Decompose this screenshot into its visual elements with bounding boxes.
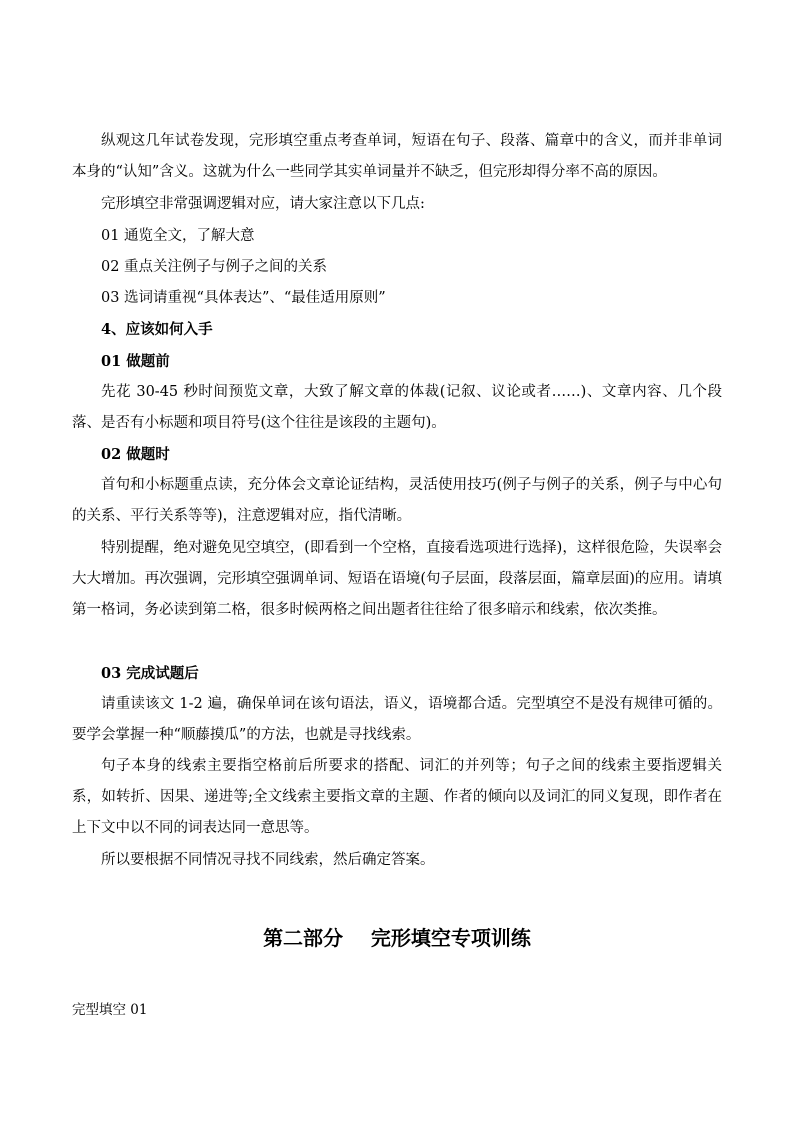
subheading-during: 02 做题时	[101, 446, 170, 463]
section-title: 第二部分 完形填空专项训练	[263, 926, 531, 950]
paragraph-before: 先花 30-45 秒时间预览文章，大致了解文章的体裁(记叙、议论或者……)、文章内容、几个段落、是否有小标题和项目符号(这个往往是该段的主题句)。	[72, 384, 722, 431]
list-item-3: 03 选词请重视“具体表达”、“最佳适用原则”	[101, 290, 386, 306]
list-item-1: 01 通览全文，了解大意	[101, 228, 255, 244]
exercise-label: 完型填空 01	[72, 1002, 148, 1018]
paragraph-conclusion: 所以要根据不同情况寻找不同线索，然后确定答案。	[101, 852, 435, 868]
list-item-2: 02 重点关注例子与例子之间的关系	[101, 259, 328, 275]
paragraph-after: 请重读该文 1-2 遍，确保单词在该句语法，语义，语境都合适。完型填空不是没有规律可循的。要学会掌握一种“顺藤摸瓜”的方法，也就是寻找线索。	[72, 696, 722, 743]
paragraph-intro: 纵观这几年试卷发现，完形填空重点考查单词，短语在句子、段落、篇章中的含义，而并非单词本身的“认知”含义。这就为什么一些同学其实单词量并不缺乏，但完形却得分率不高的原因。	[72, 133, 722, 180]
subheading-after: 03 完成试题后	[101, 665, 199, 682]
subheading-before: 01 做题前	[101, 353, 170, 370]
paragraph-during: 首句和小标题重点读，充分体会文章论证结构，灵活使用技巧(例子与例子的关系，例子与中心句的关系、平行关系等等)，注意逻辑对应，指代清晰。	[72, 477, 722, 524]
paragraph-reminder: 特别提醒，绝对避免见空填空，(即看到一个空格，直接看选项进行选择)，这样很危险，失误率会大大增加。再次强调，完形填空强调单词、短语在语境(句子层面，段落层面，篇章层面)的应用。请填第一格词，务必读到第二格，很多时候两格之间出题者往往给了很多暗示和线索，依次类推。	[72, 540, 722, 618]
paragraph-logic-notes: 完形填空非常强调逻辑对应，请大家注意以下几点:	[101, 196, 425, 212]
paragraph-clues: 句子本身的线索主要指空格前后所要求的搭配、词汇的并列等；句子之间的线索主要指逻辑关系，如转折、因果、递进等;全文线索主要指文章的主题、作者的倾向以及词汇的同义复现，即作者在上下文中以不同的词表达同一意思等。	[72, 758, 722, 836]
heading-how-to-start: 4、应该如何入手	[101, 321, 213, 338]
